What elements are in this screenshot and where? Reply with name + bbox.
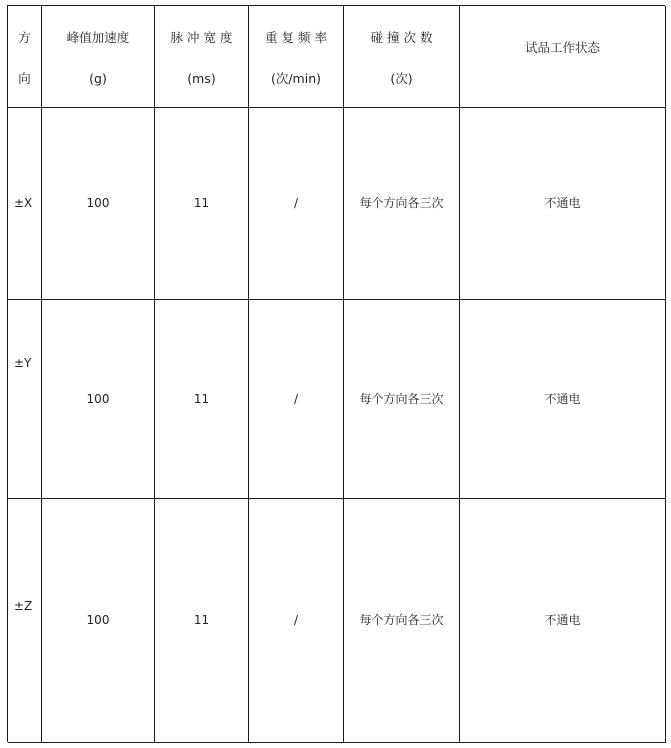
row-x-specimen-state-text: 不通电: [544, 196, 581, 211]
header-repeat-frequency-label: 重 复 频 率: [265, 30, 327, 45]
header-impact-count: [344, 6, 460, 108]
header-peak-acceleration-unit: (g): [89, 71, 107, 86]
row-y-specimen-state: [460, 300, 666, 499]
row-y-impact-count-text: 每个方向各三次: [359, 391, 444, 406]
header-direction-line2: 向: [18, 71, 31, 86]
header-repeat-frequency-unit: (次/min): [270, 71, 322, 86]
row-z-repeat-frequency-text: /: [293, 613, 299, 628]
row-x-pulse-width: [155, 108, 249, 300]
header-impact-count-unit: (次): [390, 71, 413, 86]
row-z-specimen-state: [460, 499, 666, 743]
header-repeat-frequency: [249, 6, 344, 108]
row-x-peak-acceleration: [42, 108, 155, 300]
header-impact-count-label: 碰 撞 次 数: [370, 30, 433, 45]
header-direction: [8, 6, 42, 108]
row-x-peak-acceleration-text: 100: [86, 196, 110, 211]
row-z-repeat-frequency: [249, 499, 344, 743]
row-y-impact-count: [344, 300, 460, 499]
header-direction-line1: 方: [18, 30, 31, 45]
row-x-specimen-state: [460, 108, 666, 300]
row-y-peak-acceleration: [42, 300, 155, 499]
header-peak-acceleration-label: 峰值加速度: [66, 30, 130, 45]
header-specimen-state: [460, 6, 666, 108]
row-y-specimen-state-text: 不通电: [544, 391, 581, 406]
row-x-pulse-width-text: 11: [193, 196, 210, 211]
row-y-repeat-frequency-text: /: [293, 391, 299, 406]
row-x-direction: [8, 108, 42, 300]
header-pulse-width-label: 脉 冲 宽 度: [170, 30, 233, 45]
row-y-direction-text: ±Y: [14, 356, 32, 370]
header-peak-acceleration: [42, 6, 155, 108]
row-x-repeat-frequency: [249, 108, 344, 300]
shock-test-table: [7, 5, 665, 742]
row-x-repeat-frequency-text: /: [293, 196, 299, 211]
row-x-direction-text: ±X: [14, 196, 33, 211]
row-z-peak-acceleration: [42, 499, 155, 743]
row-z-impact-count-text: 每个方向各三次: [359, 613, 444, 628]
header-pulse-width: [155, 6, 249, 108]
row-y-peak-acceleration-text: 100: [86, 391, 110, 406]
row-y-pulse-width: [155, 300, 249, 499]
row-x-impact-count-text: 每个方向各三次: [359, 196, 444, 211]
row-y-repeat-frequency: [249, 300, 344, 499]
row-y-pulse-width-text: 11: [193, 391, 210, 406]
row-z-pulse-width: [155, 499, 249, 743]
header-specimen-state-label: 试品工作状态: [524, 40, 600, 55]
row-z-specimen-state-text: 不通电: [544, 613, 581, 628]
row-z-impact-count: [344, 499, 460, 743]
row-z-direction-text: ±Z: [14, 599, 33, 613]
row-x-impact-count: [344, 108, 460, 300]
row-y-direction: [8, 300, 42, 499]
header-pulse-width-unit: (ms): [187, 71, 216, 86]
row-z-peak-acceleration-text: 100: [86, 613, 110, 628]
row-z-direction: [8, 499, 42, 743]
row-z-pulse-width-text: 11: [193, 613, 210, 628]
